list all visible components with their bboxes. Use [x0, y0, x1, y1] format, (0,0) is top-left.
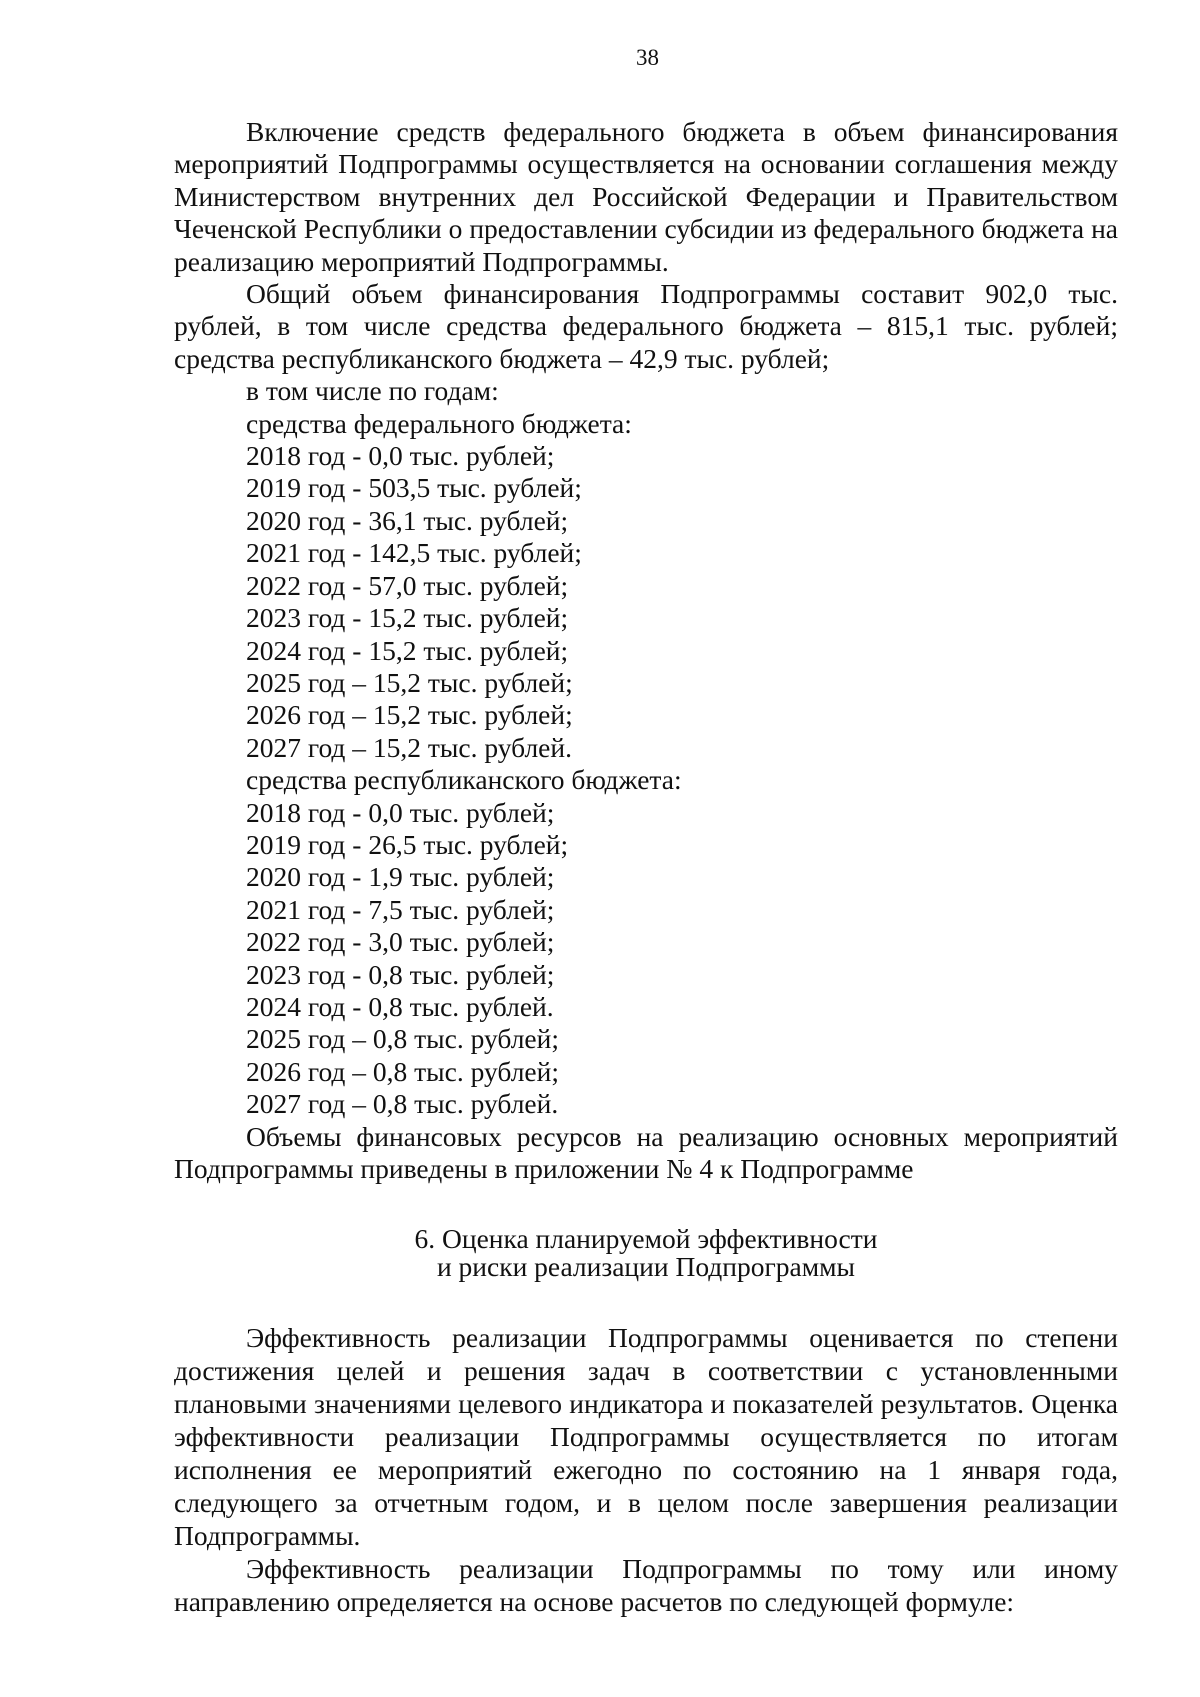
republic-year-line: 2018 год - 0,0 тыс. рублей; [246, 796, 555, 828]
federal-year-line: 2019 год - 503,5 тыс. рублей; [246, 472, 582, 504]
republic-budget-list [174, 797, 1118, 1121]
republic-year-line: 2022 год - 3,0 тыс. рублей; [246, 926, 555, 958]
federal-year-line: 2022 год - 57,0 тыс. рублей; [246, 569, 569, 601]
section-heading-line-2: и риски реализации Подпрограммы [436, 1251, 856, 1283]
republic-year-line: 2019 год - 26,5 тыс. рублей; [246, 828, 569, 860]
republic-year-line: 2026 год – 0,8 тыс. рублей; [246, 1055, 559, 1087]
total-financing-paragraph: Общий объем финансирования Подпрограммы составит 902,0 тыс. рублей, в том числе средства федерального бюджета – 815,1 тыс. рублей; средства республиканского бюджета – 42,9 тыс. рублей; [174, 278, 1118, 374]
federal-year-line: 2025 год – 15,2 тыс. рублей; [246, 666, 573, 698]
federal-year-line: 2018 год - 0,0 тыс. рублей; [246, 440, 555, 472]
republic-year-line: 2021 год - 7,5 тыс. рублей; [246, 893, 555, 925]
document-body [174, 116, 1118, 1618]
federal-year-line: 2027 год – 15,2 тыс. рублей. [246, 731, 572, 763]
republic-year-line: 2027 год – 0,8 тыс. рублей. [246, 1088, 559, 1120]
federal-budget-inclusion-paragraph: Включение средств федерального бюджета в объем финансирования мероприятий Подпрограммы осуществляется на основании соглашения между Министерством внутренних дел Российской Федерации и Правительством Чеченской Республики о предоставлении субсидии из федерального бюджета на реализацию мероприятий Подпрограммы. [174, 116, 1118, 277]
republic-year-line: 2020 год - 1,9 тыс. рублей; [246, 861, 555, 893]
by-years-label: в том числе по годам: [246, 375, 499, 407]
efficiency-assessment-paragraph: Эффективность реализации Подпрограммы оценивается по степени достижения целей и решения задач в соответствии с установленными плановыми значениями целевого индикатора и показателей результатов. Оценка эффективности реализации Подпрограммы осуществляется по итогам исполнения ее мероприятий ежегодно по состоянию на 1 января года, следующего за отчетным годом, и в целом после завершения реализации Подпрограммы. [174, 1322, 1118, 1552]
section-heading-line-1: 6. Оценка планируемой эффективности [414, 1223, 878, 1255]
section-heading [174, 1225, 1118, 1281]
federal-budget-list [174, 440, 1118, 764]
republic-budget-label: средства республиканского бюджета: [246, 764, 682, 796]
republic-year-line: 2024 год - 0,8 тыс. рублей. [246, 990, 554, 1022]
federal-budget-label: средства федерального бюджета: [246, 407, 632, 439]
republic-year-line: 2025 год – 0,8 тыс. рублей; [246, 1023, 559, 1055]
republic-year-line: 2023 год - 0,8 тыс. рублей; [246, 958, 555, 990]
financial-volumes-paragraph: Объемы финансовых ресурсов на реализацию основных мероприятий Подпрограммы приведены в приложении № 4 к Подпрограмме [174, 1120, 1118, 1184]
section-6-body [174, 1321, 1118, 1618]
federal-year-line: 2024 год - 15,2 тыс. рублей; [246, 634, 569, 666]
federal-year-line: 2026 год – 15,2 тыс. рублей; [246, 699, 573, 731]
federal-year-line: 2021 год - 142,5 тыс. рублей; [246, 537, 582, 569]
federal-year-line: 2020 год - 36,1 тыс. рублей; [246, 504, 569, 536]
efficiency-formula-paragraph: Эффективность реализации Подпрограммы по тому или иному направлению определяется на основе расчетов по следующей формуле: [174, 1553, 1118, 1618]
federal-year-line: 2023 год - 15,2 тыс. рублей; [246, 602, 569, 634]
page-number: 38 [636, 45, 659, 70]
